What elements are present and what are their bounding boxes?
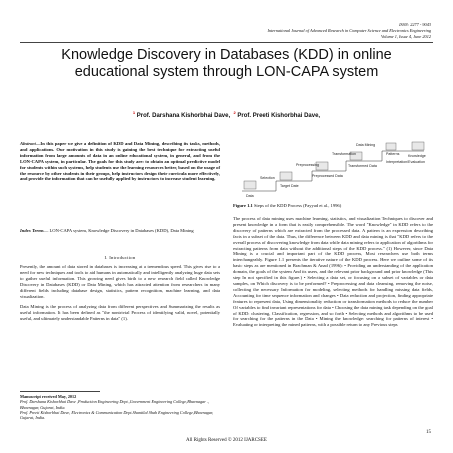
kdd-staircase [242, 151, 424, 191]
index-terms [20, 228, 220, 234]
knowledge-icon [412, 142, 424, 150]
fig-label-interpretation: Interpretation/Evaluation [386, 160, 425, 164]
index-terms-text: — LON-CAPA system, Knowledge Discovery in Databases (KDD), Data Mining [43, 228, 194, 233]
figure-caption [233, 203, 433, 209]
footnotes [20, 394, 220, 420]
author2-name: Prof. Preeti Kishorbhai Dave, [237, 113, 321, 119]
fig-label-knowledge: Knowledge [408, 154, 426, 158]
fig-label-patterns: Patterns [386, 152, 400, 156]
figure-caption-label: Figure 1.1 [233, 203, 253, 208]
abstract-label: Abstract [20, 141, 36, 146]
author1-name: Prof. Darshana Kishorbhai Dave, [136, 113, 231, 119]
fig-label-preprocessed: Preprocessed Data [312, 174, 343, 178]
kdd-process-figure [236, 141, 432, 201]
index-terms-label: Index Terms [20, 228, 44, 233]
author2-mark: 2 [233, 110, 236, 115]
footnote-author2: Prof. Preeti Kishorbhai Dave, Electronics & Communication Dept.Shantilal Shah Engineering College,Bhavnagar, Gujarat, India. [20, 409, 214, 421]
fig-label-transformed: Transformed Data [348, 164, 377, 168]
journal-name: International Journal of Advanced Research in Computer Science and Electronics Engineering [267, 28, 431, 33]
fig-label-target-data: Target Date [280, 184, 299, 188]
copyright: All Rights Reserved © 2012 IJARCSEE [186, 438, 267, 443]
right-body: The process of data mining uses machine learning, statistics, and visualization Techniques to discover and present knowledge in a form that is easily comprehensible. The word "Knowledge" in KDD refers to the discovery of patterns which are extracted from the processed data. A pattern is an expression describing facts in a subset of the data. Thus, the difference between KDD and data mining is that "KDD refers to the overall process of discovering knowledge from data while data mining refers to application of algorithms for extracting patterns from data without the additional steps of the KDD process." (1) However, since Data Mining is a crucial and important part of the KDD process, Most researchers use both terms interchangeably. Figure 1.1 presents the iterative nature of the KDD process. Here we outline some of its basic steps as are mentioned in Brachman & Anad (1996): • Providing an understanding of the application domain, the goals of the system And its users, and the relevant prior background and prior knowledge (This step In not specified in this figure.) • Selecting a data set, or focusing on a subset of variables or data samples, on Which discovery is to be performed? • Preprocessing and data cleansing, removing the noise, collecting the necessary Information for modeling, selecting methods for handling missing data fields, Accounting for time sequence information and changes • Data reduction and projection, finding appropriate features to represent data, Using dimensionality reduction or transformation methods to reduce the number Of variables to find invariant representations for data • Choosing the data mining task depending on the goal of KDD: clustering, Classification, regression, and so forth • Selecting methods and algorithms to be used for searching for the patterns in the Data • Mining the knowledge: searching for patterns of interest • Evaluating or interpreting the mined patterns, with a possible return to any Previous steps [233, 216, 433, 328]
fig-label-selection: Selection [260, 176, 275, 180]
intro-heading: I. Introduction [104, 255, 136, 260]
footnote-author1: Prof. Darshana Kishorbhai Dave ,Production Engineering Dept.,Government Engineering College,Bhavnagar ., Bhavnagar, Gujarat, India. [20, 399, 210, 410]
page-number: 15 [426, 430, 431, 435]
issn-line: ISSN: 2277 - 9043 [399, 22, 431, 27]
paper-title: Knowledge Discovery in Databases (KDD) in online educational system through LON-CAPA system [61, 47, 392, 80]
data-store-icon [244, 181, 256, 189]
abstract [20, 141, 220, 182]
manuscript-received: Manuscript received May, 2012 [20, 394, 77, 399]
figure-caption-text: Steps of the KDD Process (Fayyad et al., 1996) [253, 203, 342, 208]
right-column-text [233, 216, 433, 328]
header-rule [20, 42, 433, 43]
volume-line: Volume 1, Issue 4, June 2012 [380, 34, 431, 39]
footnote-rule [20, 391, 100, 392]
author-line [0, 110, 453, 119]
fig-label-data: Data [246, 194, 254, 198]
intro-paragraph-2: Data Mining is the process of analyzing data from different perspectives and Summarizing the results as useful information. It has been defined as "the nontrivial Process of identifying valid, novel, potentially useful, and ultimately understandable Patterns in data" (1). [20, 304, 220, 322]
intro-paragraph-1: Presently, the amount of data stored in databases is increasing at a tremendous speed. This gives rise to a need for new techniques and tools to aid humans in automatically and intelligently analyzing huge data sets to gather useful information. This growing need gives birth to a new research field called Knowledge Discovery in Databases (KDD) or Data Mining, which has attracted attention from researchers in many different fields including database design, statistics, pattern recognition, machine learning, and data visualization. [20, 264, 220, 299]
fig-label-transformation: Transformation [332, 152, 357, 156]
fig-label-preprocessing: Preprocessing [296, 163, 319, 167]
introduction [20, 264, 220, 322]
author1-mark: 1 [132, 110, 136, 115]
patterns-icon [386, 143, 396, 150]
abstract-text: —In this paper we give a definition of KDD and Data Mining, describing its tasks, methods, and applications. Our motivation in this study is gaining the best technique for extracting useful information from large amounts of data in an online educational system, in general, and from the LON-CAPA system, in particular. The goals for this study are: to obtain an optimal predictive model for students within such systems, help students use the learning resources better, based on the usage of the resource by other students in their groups, help instructors design their curricula more effectively, and provide the information that can be usefully applied by instructors to increase student learning. [20, 141, 220, 182]
target-data-icon [280, 172, 292, 180]
fig-label-data-mining: Data Mining [356, 143, 376, 147]
